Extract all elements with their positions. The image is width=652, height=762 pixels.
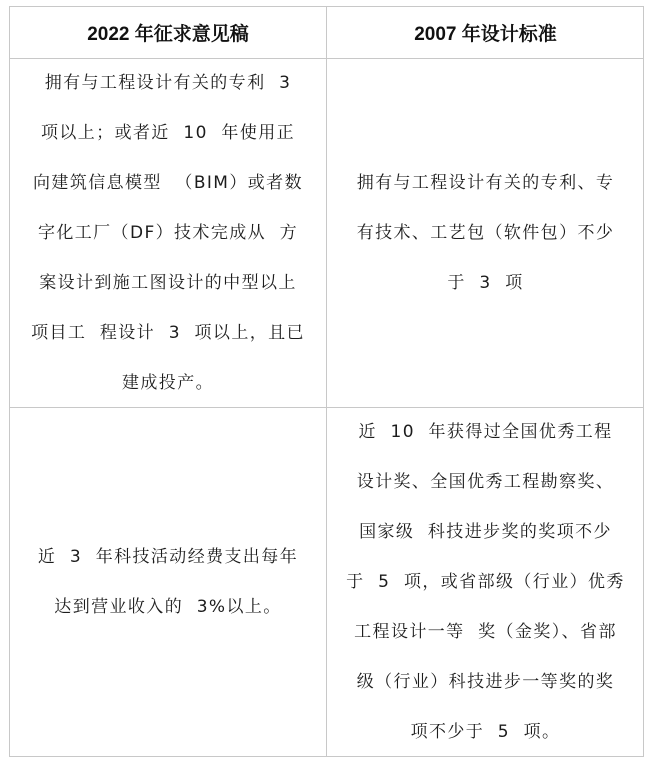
header-2022-draft: 2022 年征求意见稿 <box>87 24 249 45</box>
comparison-table <box>9 6 644 757</box>
cell-line: 国家级 科技进步奖的奖项不少 <box>359 522 612 542</box>
cell-line: 建成投产。 <box>122 373 214 393</box>
header-2007-standard: 2007 年设计标准 <box>414 24 557 45</box>
cell-line: 近 10 年获得过全国优秀工程 <box>358 422 613 442</box>
cell-line: 级（行业）科技进步一等奖的奖 <box>356 672 615 692</box>
cell-line: 有技术、工艺包（软件包）不少 <box>356 223 615 243</box>
cell-line: 字化工厂（DF）技术完成从 方 <box>37 223 299 243</box>
cell-line: 项目工 程设计 3 项以上，且已 <box>31 323 305 343</box>
row-2-draft-cell <box>10 408 326 756</box>
cell-line: 案设计到施工图设计的中型以上 <box>39 273 297 293</box>
cell-line: 项以上；或者近 10 年使用正 <box>40 123 296 143</box>
cell-line: 拥有与工程设计有关的专利、专 <box>356 173 615 193</box>
cell-line: 向建筑信息模型 （BIM）或者数 <box>33 173 303 193</box>
cell-line: 工程设计一等 奖（金奖）、省部 <box>354 622 617 642</box>
cell-line: 项不少于 5 项。 <box>410 722 561 742</box>
cell-line: 达到营业收入的 3%以上。 <box>54 597 282 617</box>
cell-line: 于 3 项 <box>447 273 524 293</box>
cell-line: 于 5 项，或省部级（行业）优秀 <box>346 572 625 592</box>
cell-line: 近 3 年科技活动经费支出每年 <box>37 547 299 567</box>
row-1-standard-cell <box>327 59 644 407</box>
row-1-draft-cell <box>10 59 326 407</box>
cell-line: 拥有与工程设计有关的专利 3 <box>44 73 292 93</box>
cell-line: 设计奖、全国优秀工程勘察奖、 <box>356 472 615 492</box>
row-2-standard-cell <box>327 408 644 756</box>
